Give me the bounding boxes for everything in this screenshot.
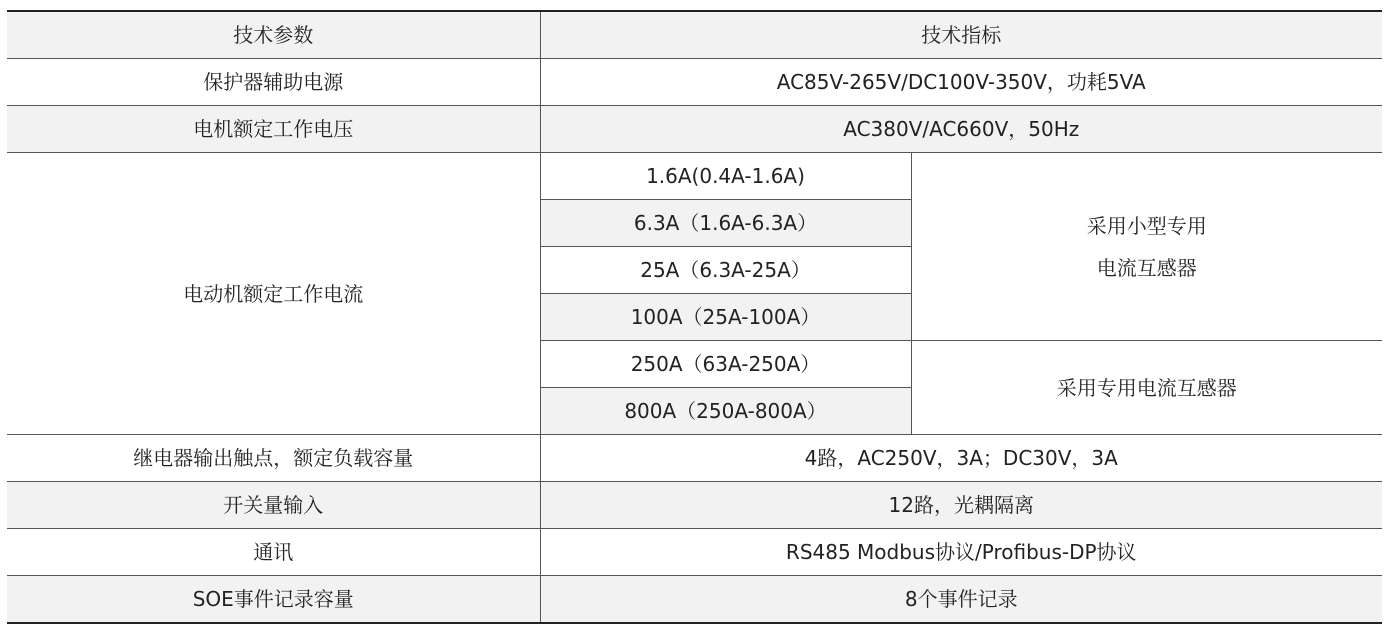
param-cell: 继电器输出触点，额定负载容量 [7,435,540,482]
param-cell: 开关量输入 [7,482,540,529]
table-row [7,59,1382,106]
value-cell: 12路，光耦隔离 [540,482,1382,529]
table-header-row [7,11,1382,59]
current-range-cell: 250A（63A-250A） [540,341,911,388]
param-cell: 通讯 [7,529,540,576]
spec-table [7,10,1382,624]
table-row [7,153,1382,200]
table-row [7,576,1382,624]
current-range-cell: 25A（6.3A-25A） [540,247,911,294]
ct-note-line: 电流互感器 [1096,255,1197,280]
value-cell: RS485 Modbus协议/Profibus-DP协议 [540,529,1382,576]
ct-note-cell [911,153,1382,341]
value-cell: AC85V-265V/DC100V-350V，功耗5VA [540,59,1382,106]
header-param: 技术参数 [7,11,540,59]
param-cell: 电动机额定工作电流 [7,153,540,435]
current-range-cell: 800A（250A-800A） [540,388,911,435]
value-cell: 4路，AC250V，3A；DC30V，3A [540,435,1382,482]
ct-note-cell: 采用专用电流互感器 [911,341,1382,435]
param-cell: SOE事件记录容量 [7,576,540,624]
ct-note-line: 采用小型专用 [1086,213,1207,238]
table-row [7,435,1382,482]
current-range-cell: 1.6A(0.4A-1.6A) [540,153,911,200]
value-cell: AC380V/AC660V，50Hz [540,106,1382,153]
current-range-cell: 100A（25A-100A） [540,294,911,341]
value-cell: 8个事件记录 [540,576,1382,624]
table-row [7,529,1382,576]
table-row [7,482,1382,529]
param-cell: 保护器辅助电源 [7,59,540,106]
current-range-cell: 6.3A（1.6A-6.3A） [540,200,911,247]
header-value: 技术指标 [540,11,1382,59]
param-cell: 电机额定工作电压 [7,106,540,153]
table-row [7,106,1382,153]
